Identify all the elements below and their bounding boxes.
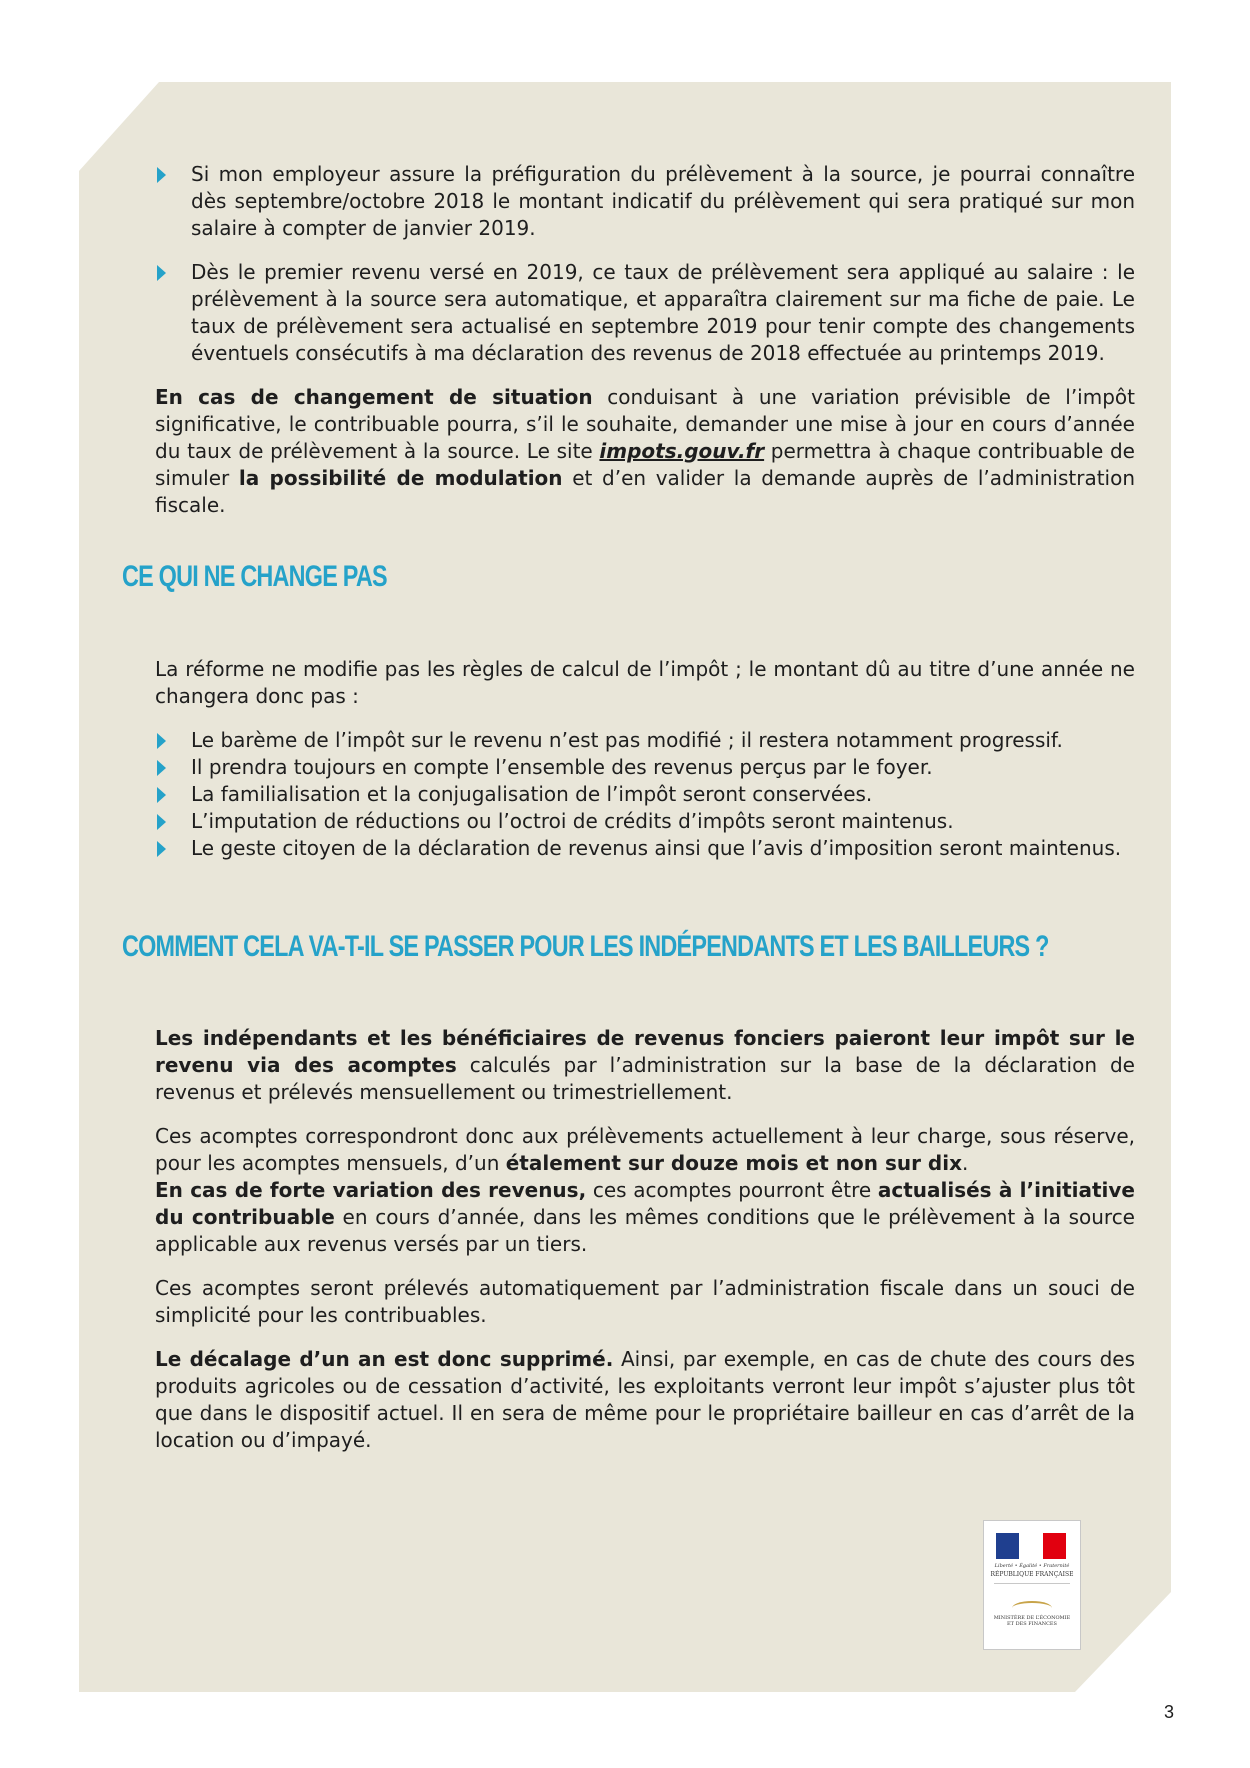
ministry-logo [983, 1520, 1081, 1650]
bullet-list-unchanged [155, 727, 1135, 862]
bullet-arrow-icon [157, 760, 166, 776]
logo-ministry: MINISTÈRE DE L’ÉCONOMIE ET DES FINANCES [993, 1615, 1071, 1627]
list-item: Dès le premier revenu versé en 2019, ce taux de prélèvement sera appliqué au salaire : le prélèvement à la source sera automatique, et apparaîtra clairement sur ma fiche de paie. Le taux de prélèvement sera actualisé en septembre 2019 pour tenir compte des changements éventuels consécutifs à ma déclaration des revenus de 2018 effectuée au printemps 2019. [155, 259, 1135, 367]
bullet-arrow-icon [157, 167, 166, 183]
section-prelevement [155, 161, 1135, 536]
section-unchanged [155, 656, 1135, 862]
bullet-list-employer [155, 161, 1135, 367]
bullet-arrow-icon [157, 787, 166, 803]
heading-ce-qui-ne-change-pas: CE QUI NE CHANGE PAS [122, 560, 387, 593]
flag-white [1019, 1533, 1042, 1559]
bullet-arrow-icon [157, 265, 166, 281]
paragraph-modulation: En cas de changement de situation conduisant à une variation prévisible de l’impôt significative, le contribuable pourra, s’il le souhaite, demander une mise à jour en cours d’année du taux de prélèvement à la source. Le site impots.gouv.fr permettra à chaque contribuable de simuler la possibilité de modulation et d’en valider la demande auprès de l’administration fiscale. [155, 385, 1136, 517]
list-item: L’imputation de réductions ou l’octroi de crédits d’impôts seront maintenus. [155, 808, 1135, 835]
logo-motto: Liberté • Égalité • Fraternité [994, 1563, 1070, 1569]
ministry-arc-icon [1012, 1601, 1052, 1615]
impots-link[interactable]: impots.gouv.fr [599, 439, 765, 463]
bullet-arrow-icon [157, 841, 166, 857]
bullet-arrow-icon [157, 733, 166, 749]
paragraph-acomptes: Les indépendants et les bénéficiaires de revenus fonciers paieront leur impôt sur le revenu via des acomptes calculés par l’administration sur la base de la déclaration de revenus et prélevés mensuellement ou trimestriellement. [155, 1026, 1135, 1104]
logo-divider [994, 1583, 1070, 1584]
flag-blue [996, 1533, 1019, 1559]
bullet-arrow-icon [157, 814, 166, 830]
heading-independants-bailleurs: COMMENT CELA VA-T-IL SE PASSER POUR LES INDÉPENDANTS ET LES BAILLEURS ? [122, 930, 1049, 963]
logo-republique: RÉPUBLIQUE FRANÇAISE [990, 1571, 1074, 1578]
list-item: Il prendra toujours en compte l’ensemble des revenus perçus par le foyer. [155, 754, 1135, 781]
paragraph-etalement: Ces acomptes correspondront donc aux prélèvements actuellement à leur charge, sous réserve, pour les acomptes mensuels, d’un étalement sur douze mois et non sur dix. [155, 1124, 1135, 1175]
paragraph-prelevement-auto: Ces acomptes seront prélevés automatiquement par l’administration fiscale dans un souci de simplicité pour les contribuables. [155, 1276, 1135, 1327]
page-number: 3 [1164, 1702, 1175, 1722]
list-item: Le barème de l’impôt sur le revenu n’est pas modifié ; il restera notamment progressif. [155, 727, 1135, 754]
paragraph-decalage: Le décalage d’un an est donc supprimé. Ainsi, par exemple, en cas de chute des cours des produits agricoles ou de cessation d’activité, les exploitants verront leur impôt s’ajuster plus tôt que dans le dispositif actuel. Il en sera de même pour le propriétaire bailleur en cas d’arrêt de la location ou d’impayé. [155, 1347, 1135, 1452]
marianne-flag-icon [996, 1533, 1066, 1559]
section-independants [155, 1025, 1135, 1471]
paragraph-intro: La réforme ne modifie pas les règles de calcul de l’impôt ; le montant dû au titre d’une année ne changera donc pas : [155, 657, 1135, 708]
list-item: Si mon employeur assure la préfiguration du prélèvement à la source, je pourrai connaître dès septembre/octobre 2018 le montant indicatif du prélèvement qui sera pratiqué sur mon salaire à compter de janvier 2019. [155, 161, 1135, 242]
list-item: La familialisation et la conjugalisation de l’impôt seront conservées. [155, 781, 1135, 808]
paragraph-variation: En cas de forte variation des revenus, ces acomptes pourront être actualisés à l’initiative du contribuable en cours d’année, dans les mêmes conditions que le prélèvement à la source applicable aux revenus versés par un tiers. [155, 1178, 1135, 1256]
flag-red [1043, 1533, 1066, 1559]
list-item: Le geste citoyen de la déclaration de revenus ainsi que l’avis d’imposition seront maintenus. [155, 835, 1135, 862]
